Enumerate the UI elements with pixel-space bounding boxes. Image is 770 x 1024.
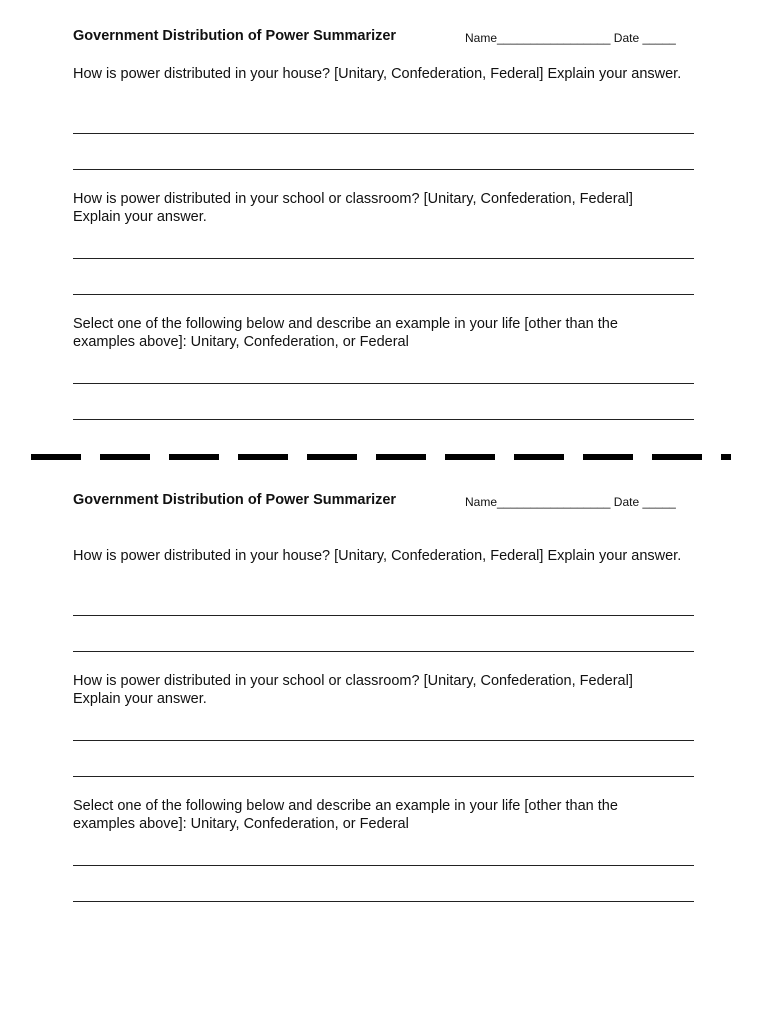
answer-line[interactable] [73,383,694,384]
answer-line[interactable] [73,294,694,295]
answer-line[interactable] [73,615,694,616]
answer-line[interactable] [73,133,694,134]
worksheet-top [0,0,770,440]
answer-line[interactable] [73,651,694,652]
cut-line [31,453,731,461]
answer-line[interactable] [73,258,694,259]
answer-line[interactable] [73,776,694,777]
name-date-field[interactable]: Name_________________ Date _____ [465,495,676,509]
question-example: Select one of the following below and describe an example in your life [other than the examples above]: Unitary, Confederation, or Federal [73,798,618,832]
answer-line[interactable] [73,169,694,170]
answer-line[interactable] [73,865,694,866]
question-example: Select one of the following below and describe an example in your life [other than the examples above]: Unitary, Confederation, or Federal [73,316,618,350]
question-house: How is power distributed in your house? [Unitary, Confederation, Federal] Explain your answer. [73,66,682,82]
answer-line[interactable] [73,901,694,902]
name-date-field[interactable]: Name_________________ Date _____ [465,31,676,45]
answer-line[interactable] [73,419,694,420]
question-house: How is power distributed in your house? [Unitary, Confederation, Federal] Explain your answer. [73,548,682,564]
worksheet-title: Government Distribution of Power Summarizer [73,28,397,44]
worksheet-bottom [0,464,770,904]
worksheet-title: Government Distribution of Power Summarizer [73,492,397,508]
question-school: How is power distributed in your school or classroom? [Unitary, Confederation, Federal] Explain your answer. [73,673,633,707]
answer-line[interactable] [73,740,694,741]
question-school: How is power distributed in your school or classroom? [Unitary, Confederation, Federal] Explain your answer. [73,191,633,225]
